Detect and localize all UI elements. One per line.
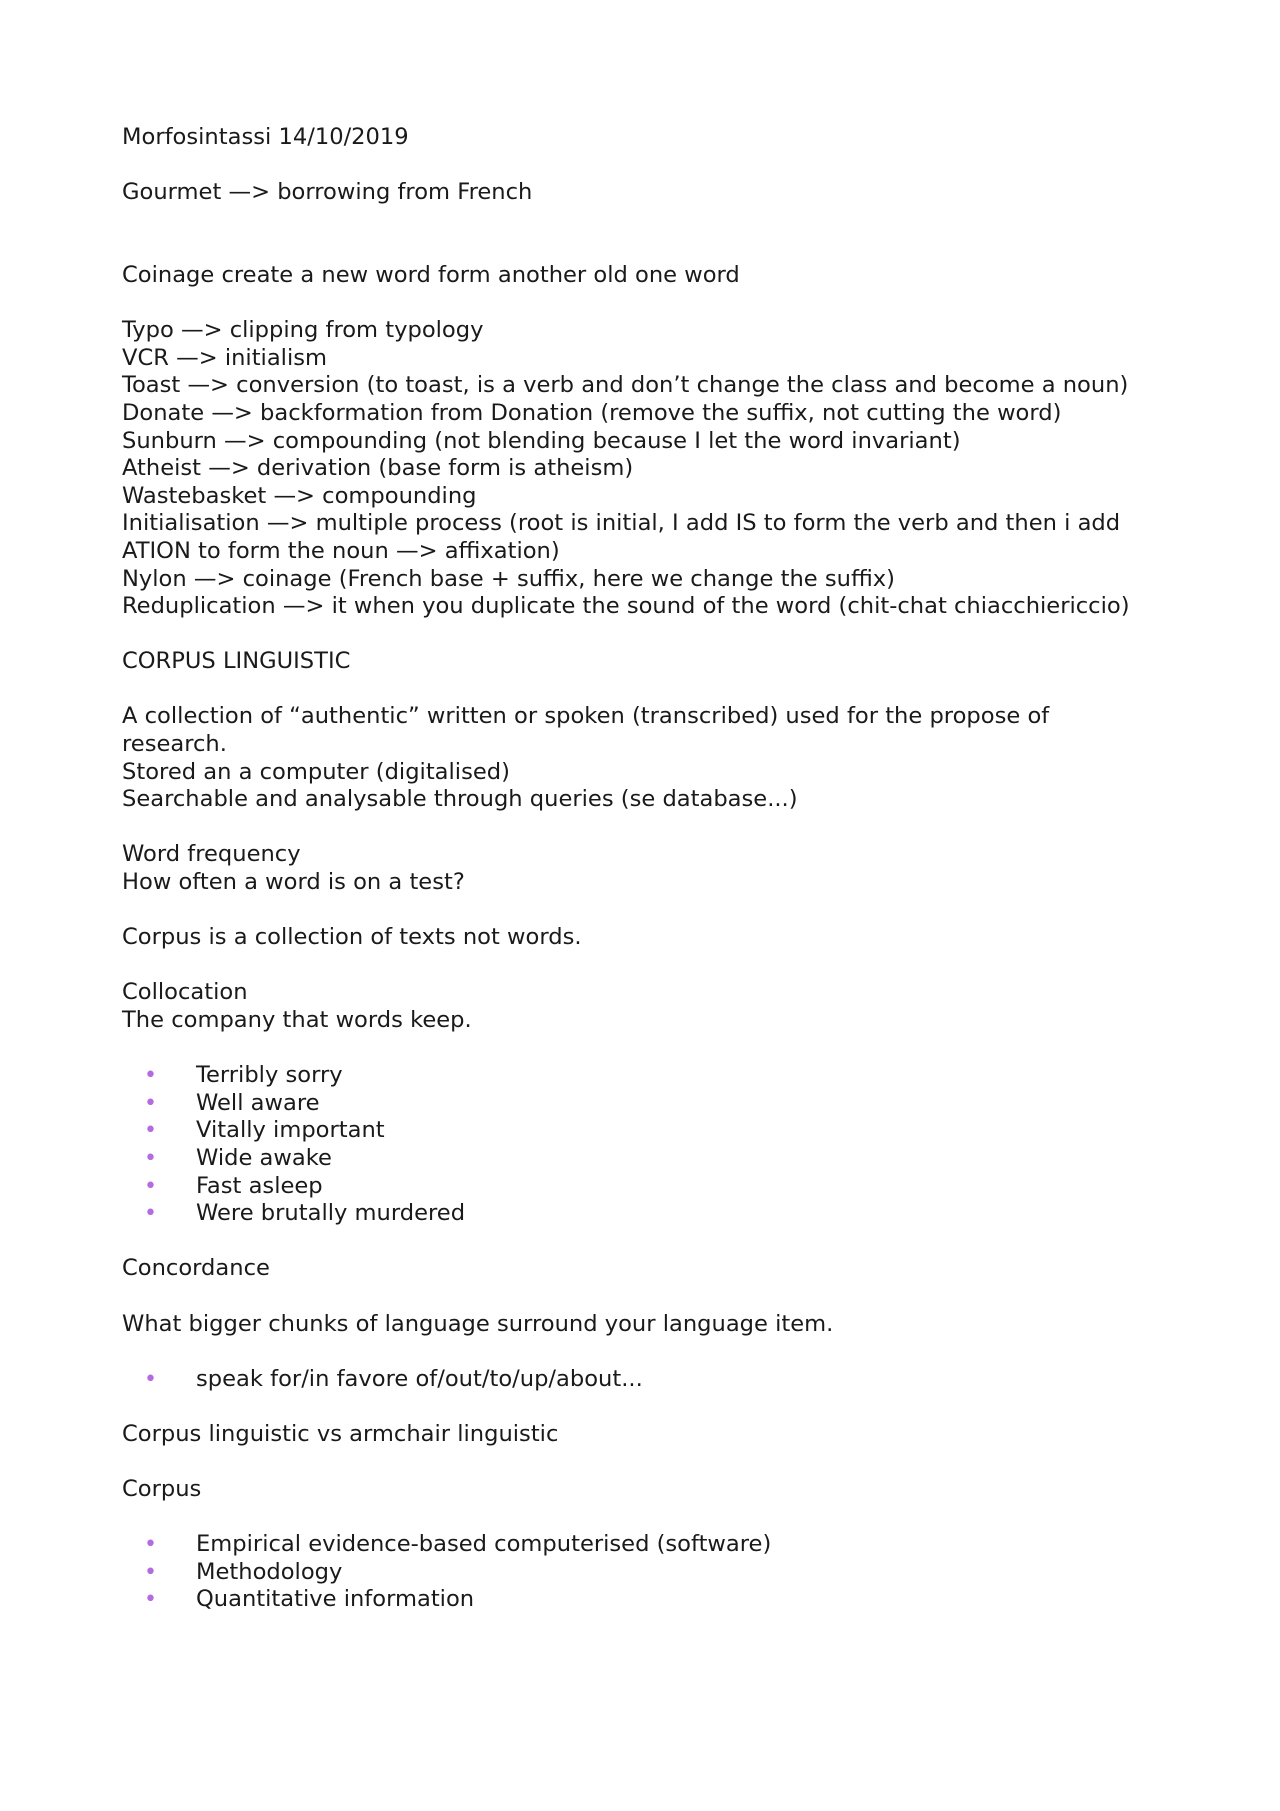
list-item-text: Wide awake [196, 1144, 332, 1171]
bullet-icon: • [144, 1145, 157, 1171]
corpus-texts-note: Corpus is a collection of texts not words. [122, 924, 582, 951]
bullet-icon: • [144, 1587, 157, 1613]
bullet-icon: • [144, 1118, 157, 1144]
corpus-features-list [122, 1531, 1132, 1614]
process-line: Reduplication —> it when you duplicate the sound of the word (chit-chat chiacchiericcio) [122, 593, 1130, 620]
concordance-heading: Concordance [122, 1255, 270, 1282]
bullet-icon: • [144, 1559, 157, 1585]
spacer [122, 1338, 1132, 1366]
process-line: Initialisation —> multiple process (root is initial, I add IS to form the verb and then i add ATION to form the noun —> affixation) [122, 510, 1128, 564]
process-line: Wastebasket —> compounding [122, 482, 477, 509]
spacer [122, 1504, 1132, 1532]
spacer [122, 152, 1132, 180]
list-item [122, 1200, 1132, 1228]
spacer [122, 1393, 1132, 1421]
list-item [122, 1145, 1132, 1173]
document-title: Morfosintassi 14/10/2019 [122, 124, 409, 150]
spacer [122, 1283, 1132, 1311]
list-item [122, 1173, 1132, 1201]
list-item-text: Were brutally murdered [196, 1200, 466, 1227]
spacer [122, 290, 1132, 318]
process-line: Atheist —> derivation (base form is atheism) [122, 455, 634, 482]
list-item-text: speak for/in favore of/out/to/up/about... [196, 1365, 643, 1392]
spacer [122, 207, 1132, 262]
bullet-icon: • [144, 1090, 157, 1116]
list-item-text: Empirical evidence-based computerised (software) [196, 1531, 772, 1558]
bullet-icon: • [144, 1201, 157, 1227]
corpus-vs-armchair: Corpus linguistic vs armchair linguistic [122, 1420, 559, 1447]
list-item [122, 1586, 1132, 1614]
list-item-text: Well aware [196, 1089, 320, 1116]
collocation-examples-list [122, 1062, 1132, 1228]
list-item-text: Methodology [196, 1558, 343, 1585]
list-item-text: Terribly sorry [196, 1062, 343, 1089]
collocation-heading: Collocation [122, 979, 248, 1006]
list-item [122, 1531, 1132, 1559]
spacer [122, 1449, 1132, 1477]
process-line: Toast —> conversion (to toast, is a verb and don’t change the class and become a noun) [122, 372, 1129, 399]
bullet-icon: • [144, 1366, 157, 1392]
process-line: Sunburn —> compounding (not blending because I let the word invariant) [122, 427, 961, 454]
list-item-text: Quantitative information [196, 1586, 475, 1613]
definition-line: A collection of “authentic” written or spoken (transcribed) used for the propose of research. [122, 703, 1057, 758]
corpus-definition [122, 703, 1132, 813]
concordance-definition: What bigger chunks of language surround your language item. [122, 1310, 834, 1337]
word-frequency-text: How often a word is on a test? [122, 869, 465, 896]
document-body [122, 124, 1132, 1614]
bullet-icon: • [144, 1063, 157, 1089]
note-coinage: Coinage create a new word form another old one word [122, 261, 740, 288]
list-item [122, 1090, 1132, 1118]
spacer [122, 676, 1132, 704]
list-item [122, 1062, 1132, 1090]
list-item-text: Fast asleep [196, 1172, 323, 1199]
list-item-text: Vitally important [196, 1117, 385, 1144]
process-line: Nylon —> coinage (French base + suffix, here we change the suffix) [122, 565, 895, 592]
list-item [122, 1559, 1132, 1587]
spacer [122, 897, 1132, 925]
definition-line: Stored an a computer (digitalised) [122, 758, 510, 785]
concordance-examples-list [122, 1366, 1132, 1394]
section-heading-corpus-linguistic: CORPUS LINGUISTIC [122, 648, 351, 675]
word-formation-list [122, 317, 1132, 621]
list-item [122, 1366, 1132, 1394]
process-line: VCR —> initialism [122, 344, 328, 371]
definition-line: Searchable and analysable through queries (se database...) [122, 786, 798, 813]
word-frequency-block [122, 841, 1132, 896]
list-item [122, 1117, 1132, 1145]
note-gourmet: Gourmet —> borrowing from French [122, 179, 533, 206]
corpus-heading: Corpus [122, 1476, 202, 1503]
collocation-text: The company that words keep. [122, 1007, 472, 1033]
spacer [122, 1035, 1132, 1063]
bullet-icon: • [144, 1173, 157, 1199]
process-line: Typo —> clipping from typology [122, 317, 484, 344]
spacer [122, 952, 1132, 980]
bullet-icon: • [144, 1532, 157, 1558]
word-frequency-heading: Word frequency [122, 841, 301, 868]
spacer [122, 814, 1132, 842]
process-line: Donate —> backformation from Donation (remove the suffix, not cutting the word) [122, 399, 1062, 426]
collocation-block [122, 979, 1132, 1034]
spacer [122, 1228, 1132, 1256]
spacer [122, 621, 1132, 649]
